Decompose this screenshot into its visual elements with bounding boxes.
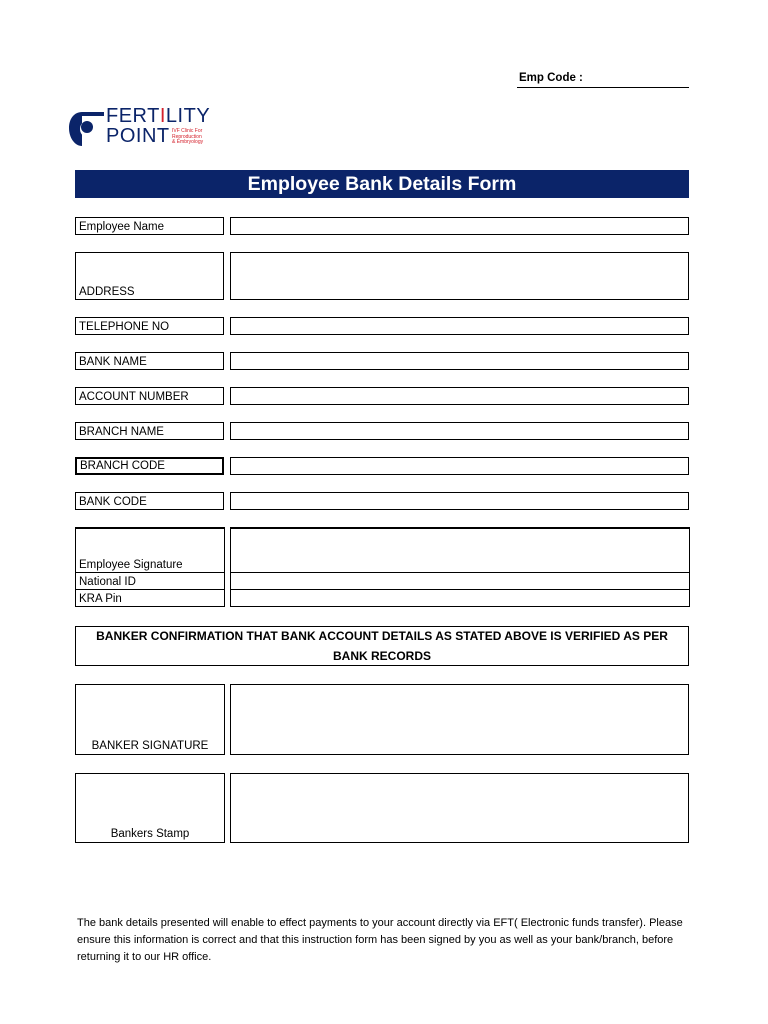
banker-confirmation-text: BANKER CONFIRMATION THAT BANK ACCOUNT DETAILS AS STATED ABOVE IS VERIFIED AS PER BANK RECORDS	[75, 626, 689, 666]
logo-eye-icon	[68, 108, 106, 148]
telephone-label: TELEPHONE NO	[75, 317, 224, 335]
logo-word-fertility: FERTILITY	[106, 105, 211, 127]
bankers-stamp-label: Bankers Stamp	[75, 773, 225, 843]
employee-name-field[interactable]	[230, 217, 689, 235]
account-number-label: ACCOUNT NUMBER	[75, 387, 224, 405]
emp-code-label: Emp Code :	[519, 72, 583, 84]
address-field[interactable]	[230, 252, 689, 300]
logo-word-point: POINT	[106, 125, 170, 147]
form-title: Employee Bank Details Form	[75, 170, 689, 198]
banker-signature-field[interactable]	[230, 684, 689, 755]
bankers-stamp-field[interactable]	[230, 773, 689, 843]
banker-signature-label: BANKER SIGNATURE	[75, 684, 225, 755]
account-number-field[interactable]	[230, 387, 689, 405]
bank-code-label: BANK CODE	[75, 492, 224, 510]
emp-code-field[interactable]	[517, 87, 689, 88]
branch-name-label: BRANCH NAME	[75, 422, 224, 440]
national-id-field[interactable]	[230, 572, 690, 590]
employee-signature-field[interactable]	[230, 527, 690, 573]
fertility-point-logo	[68, 105, 211, 150]
branch-name-field[interactable]	[230, 422, 689, 440]
branch-code-field[interactable]	[230, 457, 689, 475]
bank-name-label: BANK NAME	[75, 352, 224, 370]
address-label: ADDRESS	[75, 252, 224, 300]
employee-signature-label: Employee Signature	[75, 527, 225, 573]
telephone-field[interactable]	[230, 317, 689, 335]
logo-tagline: IVF Clinic For Reproduction & Embryology	[172, 128, 204, 145]
branch-code-label: BRANCH CODE	[75, 457, 224, 475]
national-id-label: National ID	[75, 572, 225, 590]
employee-name-label: Employee Name	[75, 217, 224, 235]
footer-instructions: The bank details presented will enable to effect payments to your account directly via EFT( Electronic funds transfer). Please ensure this information is correct and that this instruction form has been signed by you as well as your bank/branch, before returning it to our HR office.	[77, 917, 683, 963]
bank-name-field[interactable]	[230, 352, 689, 370]
kra-pin-field[interactable]	[230, 589, 690, 607]
kra-pin-label: KRA Pin	[75, 589, 225, 607]
bank-code-field[interactable]	[230, 492, 689, 510]
